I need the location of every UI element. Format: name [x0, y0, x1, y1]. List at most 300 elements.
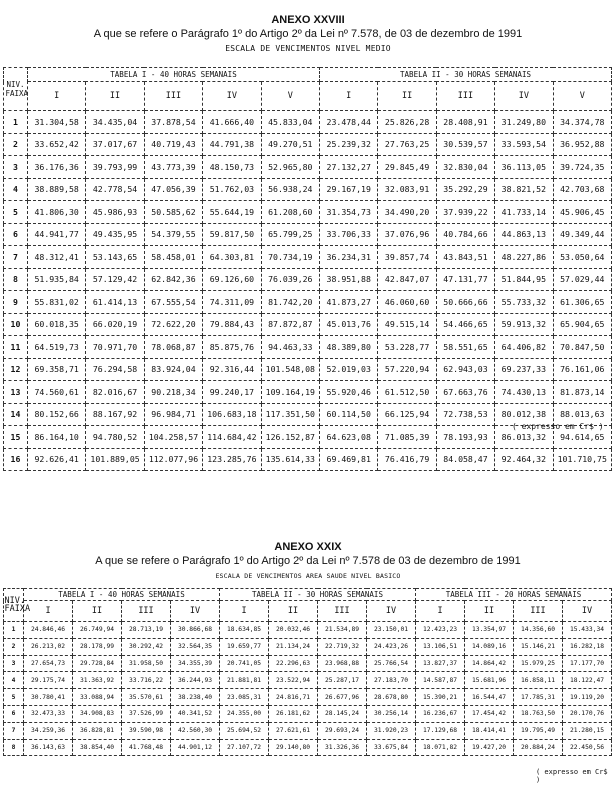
level-cell: 10 [4, 313, 28, 336]
column-header: I [27, 82, 85, 111]
salary-cell: 41.733,14 [495, 201, 553, 224]
salary-cell: 117.351,50 [261, 403, 319, 426]
salary-cell: 70.971,70 [86, 336, 144, 359]
salary-cell: 19.795,49 [514, 722, 563, 739]
salary-cell: 22.719,32 [318, 638, 367, 655]
salary-cell: 20.170,76 [563, 705, 612, 722]
salary-cell: 47.131,77 [436, 268, 494, 291]
salary-cell: 64.519,73 [27, 336, 85, 359]
salary-cell: 27.107,72 [220, 739, 269, 756]
salary-cell: 40.784,66 [436, 223, 494, 246]
salary-cell: 13.827,37 [416, 655, 465, 672]
salary-cell: 37.076,96 [378, 223, 436, 246]
salary-cell: 101.548,08 [261, 358, 319, 381]
salary-cell: 29.167,19 [320, 178, 378, 201]
level-cell: 3 [4, 156, 28, 179]
salary-cell: 49.515,14 [378, 313, 436, 336]
salary-cell: 51.844,95 [495, 268, 553, 291]
salary-cell: 49.270,51 [261, 133, 319, 156]
salary-cell: 38.951,88 [320, 268, 378, 291]
salary-cell: 59.817,50 [203, 223, 261, 246]
table-row [4, 156, 612, 179]
column-header: I [320, 82, 378, 111]
salary-cell: 50.666,66 [436, 291, 494, 314]
table-row [4, 111, 612, 134]
salary-cell: 18.763,50 [514, 705, 563, 722]
group-header-tabela-i: TABELA I - 40 HORAS SEMANAIS [27, 68, 319, 82]
column-header: I [220, 601, 269, 622]
salary-cell: 109.164,19 [261, 381, 319, 404]
salary-cell: 42.703,68 [553, 178, 611, 201]
table-row [4, 336, 612, 359]
group-header-tabela-iii: TABELA III - 20 HORAS SEMANAIS [416, 589, 612, 601]
level-header-text: NIV. FAIXA [4, 596, 31, 614]
salary-cell: 86.164,10 [27, 426, 85, 449]
salary-cell: 23.522,94 [269, 672, 318, 689]
level-cell: 7 [4, 246, 28, 269]
salary-cell: 41.873,27 [320, 291, 378, 314]
salary-cell: 34.374,78 [553, 111, 611, 134]
salary-cell: 83.924,04 [144, 358, 202, 381]
salary-cell: 25.287,17 [318, 672, 367, 689]
salary-cell: 26.213,02 [24, 638, 73, 655]
salary-cell: 23.150,01 [367, 622, 416, 639]
salary-cell: 88.167,92 [86, 403, 144, 426]
salary-cell: 47.056,39 [144, 178, 202, 201]
salary-cell: 38.854,40 [73, 739, 122, 756]
salary-cell: 51.762,03 [203, 178, 261, 201]
salary-cell: 48.150,73 [203, 156, 261, 179]
salary-cell: 54.466,65 [436, 313, 494, 336]
salary-cell: 58.458,01 [144, 246, 202, 269]
salary-cell: 17.177,70 [563, 655, 612, 672]
salary-cell: 55.831,02 [27, 291, 85, 314]
annex-xxix-salary-table [3, 588, 612, 756]
column-header: II [269, 601, 318, 622]
salary-cell: 17.129,68 [416, 722, 465, 739]
salary-cell: 26.181,62 [269, 705, 318, 722]
salary-cell: 126.152,87 [261, 426, 319, 449]
column-header: I [416, 601, 465, 622]
salary-cell: 80.012,38 [495, 403, 553, 426]
table-row [4, 268, 612, 291]
group-header-tabela-ii: TABELA II - 30 HORAS SEMANAIS [320, 68, 612, 82]
salary-cell: 99.240,17 [203, 381, 261, 404]
salary-cell: 94.614,65 [553, 426, 611, 449]
salary-cell: 30.539,57 [436, 133, 494, 156]
salary-cell: 23.478,44 [320, 111, 378, 134]
salary-cell: 33.652,42 [27, 133, 85, 156]
salary-cell: 112.077,96 [144, 448, 202, 471]
salary-cell: 92.316,44 [203, 358, 261, 381]
salary-cell: 19.119,20 [563, 689, 612, 706]
column-header: III [436, 82, 494, 111]
level-cell: 5 [4, 689, 24, 706]
salary-cell: 54.379,55 [144, 223, 202, 246]
salary-cell: 45.906,45 [553, 201, 611, 224]
salary-cell: 14.089,16 [465, 638, 514, 655]
salary-cell: 29.845,49 [378, 156, 436, 179]
level-header-text: NIV. FAIXA [5, 80, 29, 98]
salary-cell: 28.145,24 [318, 705, 367, 722]
salary-cell: 76.416,79 [378, 448, 436, 471]
table-row [4, 638, 612, 655]
column-header: IV [563, 601, 612, 622]
salary-cell: 58.551,65 [436, 336, 494, 359]
salary-cell: 88.013,63 [553, 403, 611, 426]
table-row [4, 672, 612, 689]
salary-cell: 18.414,41 [465, 722, 514, 739]
salary-cell: 18.122,47 [563, 672, 612, 689]
level-cell: 2 [4, 638, 24, 655]
salary-cell: 33.088,94 [73, 689, 122, 706]
salary-cell: 101.710,75 [553, 448, 611, 471]
salary-cell: 81.742,20 [261, 291, 319, 314]
column-header: IV [171, 601, 220, 622]
salary-cell: 20.741,05 [220, 655, 269, 672]
salary-cell: 27.132,27 [320, 156, 378, 179]
level-cell: 6 [4, 223, 28, 246]
salary-cell: 32.083,91 [378, 178, 436, 201]
salary-cell: 51.935,84 [27, 268, 85, 291]
salary-cell: 64.303,81 [203, 246, 261, 269]
salary-cell: 15.390,21 [416, 689, 465, 706]
salary-cell: 28.713,19 [122, 622, 171, 639]
level-cell: 1 [4, 622, 24, 639]
column-header: IV [367, 601, 416, 622]
annex-xxviii-currency-note: ( expresso em Cr$ ) [512, 422, 604, 431]
salary-cell: 14.864,42 [465, 655, 514, 672]
salary-cell: 36.952,88 [553, 133, 611, 156]
salary-cell: 24.423,26 [367, 638, 416, 655]
salary-cell: 48.227,86 [495, 246, 553, 269]
column-header: II [73, 601, 122, 622]
salary-cell: 21.881,81 [220, 672, 269, 689]
salary-cell: 36.176,36 [27, 156, 85, 179]
salary-cell: 21.134,24 [269, 638, 318, 655]
salary-cell: 56.938,24 [261, 178, 319, 201]
salary-cell: 69.469,81 [320, 448, 378, 471]
salary-cell: 70.734,19 [261, 246, 319, 269]
annex-xxix-title: ANEXO XXIX [274, 541, 342, 553]
salary-cell: 33.706,33 [320, 223, 378, 246]
salary-cell: 66.020,19 [86, 313, 144, 336]
salary-cell: 15.979,25 [514, 655, 563, 672]
salary-cell: 32.564,35 [171, 638, 220, 655]
salary-cell: 43.843,51 [436, 246, 494, 269]
column-header: II [86, 82, 144, 111]
salary-cell: 30.292,42 [122, 638, 171, 655]
salary-cell: 15.146,21 [514, 638, 563, 655]
salary-cell: 74.560,61 [27, 381, 85, 404]
salary-cell: 92.626,41 [27, 448, 85, 471]
table-row [4, 622, 612, 639]
salary-cell: 106.683,18 [203, 403, 261, 426]
salary-cell: 50.585,62 [144, 201, 202, 224]
salary-cell: 74.430,13 [495, 381, 553, 404]
column-header: III [514, 601, 563, 622]
salary-cell: 81.873,14 [553, 381, 611, 404]
salary-cell: 38.889,58 [27, 178, 85, 201]
salary-cell: 94.780,52 [86, 426, 144, 449]
salary-cell: 55.733,32 [495, 291, 553, 314]
salary-cell: 26.677,96 [318, 689, 367, 706]
group-header-tabela-i: TABELA I - 40 HORAS SEMANAIS [24, 589, 220, 601]
salary-cell: 35.570,61 [122, 689, 171, 706]
salary-cell: 62.842,36 [144, 268, 202, 291]
salary-cell: 82.016,67 [86, 381, 144, 404]
salary-cell: 14.356,60 [514, 622, 563, 639]
annex-xxviii-title: ANEXO XXVIII [271, 14, 345, 26]
salary-cell: 27.183,70 [367, 672, 416, 689]
salary-cell: 37.526,99 [122, 705, 171, 722]
table-row [4, 246, 612, 269]
group-header-tabela-ii: TABELA II - 30 HORAS SEMANAIS [220, 589, 416, 601]
salary-cell: 21.534,89 [318, 622, 367, 639]
salary-cell: 69.126,60 [203, 268, 261, 291]
level-header [4, 589, 31, 622]
salary-cell: 37.939,22 [436, 201, 494, 224]
salary-cell: 26.749,94 [73, 622, 122, 639]
level-header [4, 68, 28, 111]
salary-cell: 44.941,77 [27, 223, 85, 246]
salary-cell: 17.785,31 [514, 689, 563, 706]
salary-cell: 76.161,06 [553, 358, 611, 381]
level-cell: 3 [4, 655, 24, 672]
salary-cell: 40.341,52 [171, 705, 220, 722]
salary-cell: 13.106,51 [416, 638, 465, 655]
salary-cell: 34.355,39 [171, 655, 220, 672]
level-cell: 7 [4, 722, 24, 739]
salary-cell: 32.473,33 [24, 705, 73, 722]
salary-cell: 42.560,30 [171, 722, 220, 739]
salary-cell: 28.678,80 [367, 689, 416, 706]
salary-cell: 29.728,84 [73, 655, 122, 672]
salary-cell: 27.621,61 [269, 722, 318, 739]
table-row [4, 689, 612, 706]
salary-cell: 36.828,81 [73, 722, 122, 739]
salary-cell: 96.984,71 [144, 403, 202, 426]
salary-cell: 24.846,46 [24, 622, 73, 639]
salary-cell: 84.058,47 [436, 448, 494, 471]
salary-cell: 67.555,54 [144, 291, 202, 314]
salary-cell: 72.738,53 [436, 403, 494, 426]
salary-cell: 79.884,43 [203, 313, 261, 336]
level-cell: 16 [4, 448, 28, 471]
table-row [4, 722, 612, 739]
salary-cell: 29.140,80 [269, 739, 318, 756]
salary-cell: 53.143,65 [86, 246, 144, 269]
salary-cell: 31.958,50 [122, 655, 171, 672]
salary-cell: 27.654,73 [24, 655, 73, 672]
salary-cell: 37.878,54 [144, 111, 202, 134]
salary-cell: 25.766,54 [367, 655, 416, 672]
salary-cell: 48.312,41 [27, 246, 85, 269]
annex-xxviii-subtitle: A que se refere o Parágrafo 1º do Artigo 2º da Lei nº 7.578, de 03 de dezembro de 1991 [93, 28, 523, 40]
salary-cell: 34.259,36 [24, 722, 73, 739]
table-row [4, 381, 612, 404]
level-cell: 2 [4, 133, 28, 156]
salary-cell: 20.032,46 [269, 622, 318, 639]
table-row [4, 655, 612, 672]
salary-cell: 60.114,50 [320, 403, 378, 426]
salary-cell: 87.872,87 [261, 313, 319, 336]
salary-cell: 16.544,47 [465, 689, 514, 706]
salary-cell: 23.085,31 [220, 689, 269, 706]
salary-cell: 31.363,92 [73, 672, 122, 689]
table-row [4, 358, 612, 381]
annex-xxviii-scale-title: ESCALA DE VENCIMENTOS NIVEL MEDIO [225, 44, 391, 53]
salary-cell: 92.464,32 [495, 448, 553, 471]
salary-cell: 21.280,15 [563, 722, 612, 739]
level-cell: 14 [4, 403, 28, 426]
salary-cell: 39.793,99 [86, 156, 144, 179]
salary-cell: 49.435,95 [86, 223, 144, 246]
salary-cell: 44.863,13 [495, 223, 553, 246]
salary-cell: 39.590,98 [122, 722, 171, 739]
salary-cell: 101.889,05 [86, 448, 144, 471]
salary-cell: 41.666,40 [203, 111, 261, 134]
table-row [4, 178, 612, 201]
salary-cell: 34.908,83 [73, 705, 122, 722]
salary-cell: 39.724,35 [553, 156, 611, 179]
salary-cell: 42.847,07 [378, 268, 436, 291]
salary-cell: 36.113,05 [495, 156, 553, 179]
salary-cell: 55.644,19 [203, 201, 261, 224]
salary-cell: 76.039,26 [261, 268, 319, 291]
salary-cell: 69.358,71 [27, 358, 85, 381]
salary-cell: 65.904,65 [553, 313, 611, 336]
table-row [4, 739, 612, 756]
table-row [4, 705, 612, 722]
salary-cell: 62.943,03 [436, 358, 494, 381]
salary-cell: 60.018,35 [27, 313, 85, 336]
salary-cell: 34.435,04 [86, 111, 144, 134]
salary-cell: 71.085,39 [378, 426, 436, 449]
salary-cell: 45.013,76 [320, 313, 378, 336]
salary-cell: 49.349,44 [553, 223, 611, 246]
salary-cell: 64.406,82 [495, 336, 553, 359]
level-cell: 6 [4, 705, 24, 722]
salary-cell: 41.768,48 [122, 739, 171, 756]
salary-cell: 135.614,33 [261, 448, 319, 471]
level-cell: 12 [4, 358, 28, 381]
salary-cell: 25.694,52 [220, 722, 269, 739]
salary-cell: 18.071,82 [416, 739, 465, 756]
salary-cell: 25.239,32 [320, 133, 378, 156]
salary-cell: 69.237,33 [495, 358, 553, 381]
salary-cell: 25.826,28 [378, 111, 436, 134]
level-cell: 9 [4, 291, 28, 314]
table-row [4, 223, 612, 246]
salary-cell: 74.311,09 [203, 291, 261, 314]
annex-xxix-subtitle: A que se refere o Parágrafo 1º do Artigo 2º da Lei nº 7.578 de 03 de dezembro de 1991 [95, 555, 521, 567]
table-row [4, 313, 612, 336]
salary-cell: 44.791,38 [203, 133, 261, 156]
salary-cell: 24.355,00 [220, 705, 269, 722]
column-header: I [24, 601, 73, 622]
salary-cell: 61.208,60 [261, 201, 319, 224]
salary-cell: 13.354,97 [465, 622, 514, 639]
salary-cell: 72.622,20 [144, 313, 202, 336]
table-row [4, 201, 612, 224]
salary-cell: 16.282,18 [563, 638, 612, 655]
salary-cell: 30.866,68 [171, 622, 220, 639]
salary-cell: 86.013,32 [495, 426, 553, 449]
salary-cell: 15.433,34 [563, 622, 612, 639]
salary-cell: 45.833,04 [261, 111, 319, 134]
column-header: II [378, 82, 436, 111]
salary-cell: 30.256,14 [367, 705, 416, 722]
salary-cell: 33.593,54 [495, 133, 553, 156]
salary-cell: 114.684,42 [203, 426, 261, 449]
salary-cell: 85.875,76 [203, 336, 261, 359]
salary-cell: 12.423,23 [416, 622, 465, 639]
table-row [4, 133, 612, 156]
salary-cell: 36.234,31 [320, 246, 378, 269]
salary-cell: 44.901,12 [171, 739, 220, 756]
salary-cell: 66.125,94 [378, 403, 436, 426]
salary-cell: 19.659,77 [220, 638, 269, 655]
salary-cell: 39.857,74 [378, 246, 436, 269]
salary-cell: 80.152,66 [27, 403, 85, 426]
salary-cell: 123.285,76 [203, 448, 261, 471]
salary-cell: 94.463,33 [261, 336, 319, 359]
salary-cell: 16.236,67 [416, 705, 465, 722]
column-header: V [553, 82, 611, 111]
salary-cell: 34.490,20 [378, 201, 436, 224]
salary-cell: 33.675,84 [367, 739, 416, 756]
salary-cell: 31.249,80 [495, 111, 553, 134]
salary-cell: 17.454,42 [465, 705, 514, 722]
salary-cell: 18.634,85 [220, 622, 269, 639]
salary-cell: 31.354,73 [320, 201, 378, 224]
salary-cell: 31.326,36 [318, 739, 367, 756]
salary-cell: 30.780,41 [24, 689, 73, 706]
column-header: V [261, 82, 319, 111]
salary-cell: 20.884,24 [514, 739, 563, 756]
salary-cell: 64.623,08 [320, 426, 378, 449]
salary-cell: 78.068,87 [144, 336, 202, 359]
salary-cell: 19.427,20 [465, 739, 514, 756]
salary-cell: 48.389,80 [320, 336, 378, 359]
column-header: IV [203, 82, 261, 111]
salary-cell: 22.296,63 [269, 655, 318, 672]
salary-cell: 32.830,04 [436, 156, 494, 179]
column-header: III [122, 601, 171, 622]
salary-cell: 15.681,96 [465, 672, 514, 689]
salary-cell: 52.019,03 [320, 358, 378, 381]
salary-cell: 43.773,39 [144, 156, 202, 179]
salary-cell: 38.238,40 [171, 689, 220, 706]
salary-cell: 90.218,34 [144, 381, 202, 404]
salary-cell: 29.693,24 [318, 722, 367, 739]
table-row [4, 291, 612, 314]
salary-cell: 59.913,32 [495, 313, 553, 336]
salary-cell: 29.175,74 [24, 672, 73, 689]
salary-cell: 65.799,25 [261, 223, 319, 246]
salary-cell: 31.920,23 [367, 722, 416, 739]
salary-cell: 40.719,43 [144, 133, 202, 156]
salary-cell: 36.143,63 [24, 739, 73, 756]
salary-cell: 57.129,42 [86, 268, 144, 291]
level-cell: 11 [4, 336, 28, 359]
salary-cell: 55.920,46 [320, 381, 378, 404]
level-cell: 1 [4, 111, 28, 134]
salary-cell: 28.408,91 [436, 111, 494, 134]
column-header: III [318, 601, 367, 622]
annex-xxix-currency-note: ( expresso em Cr$ ) [536, 768, 608, 784]
